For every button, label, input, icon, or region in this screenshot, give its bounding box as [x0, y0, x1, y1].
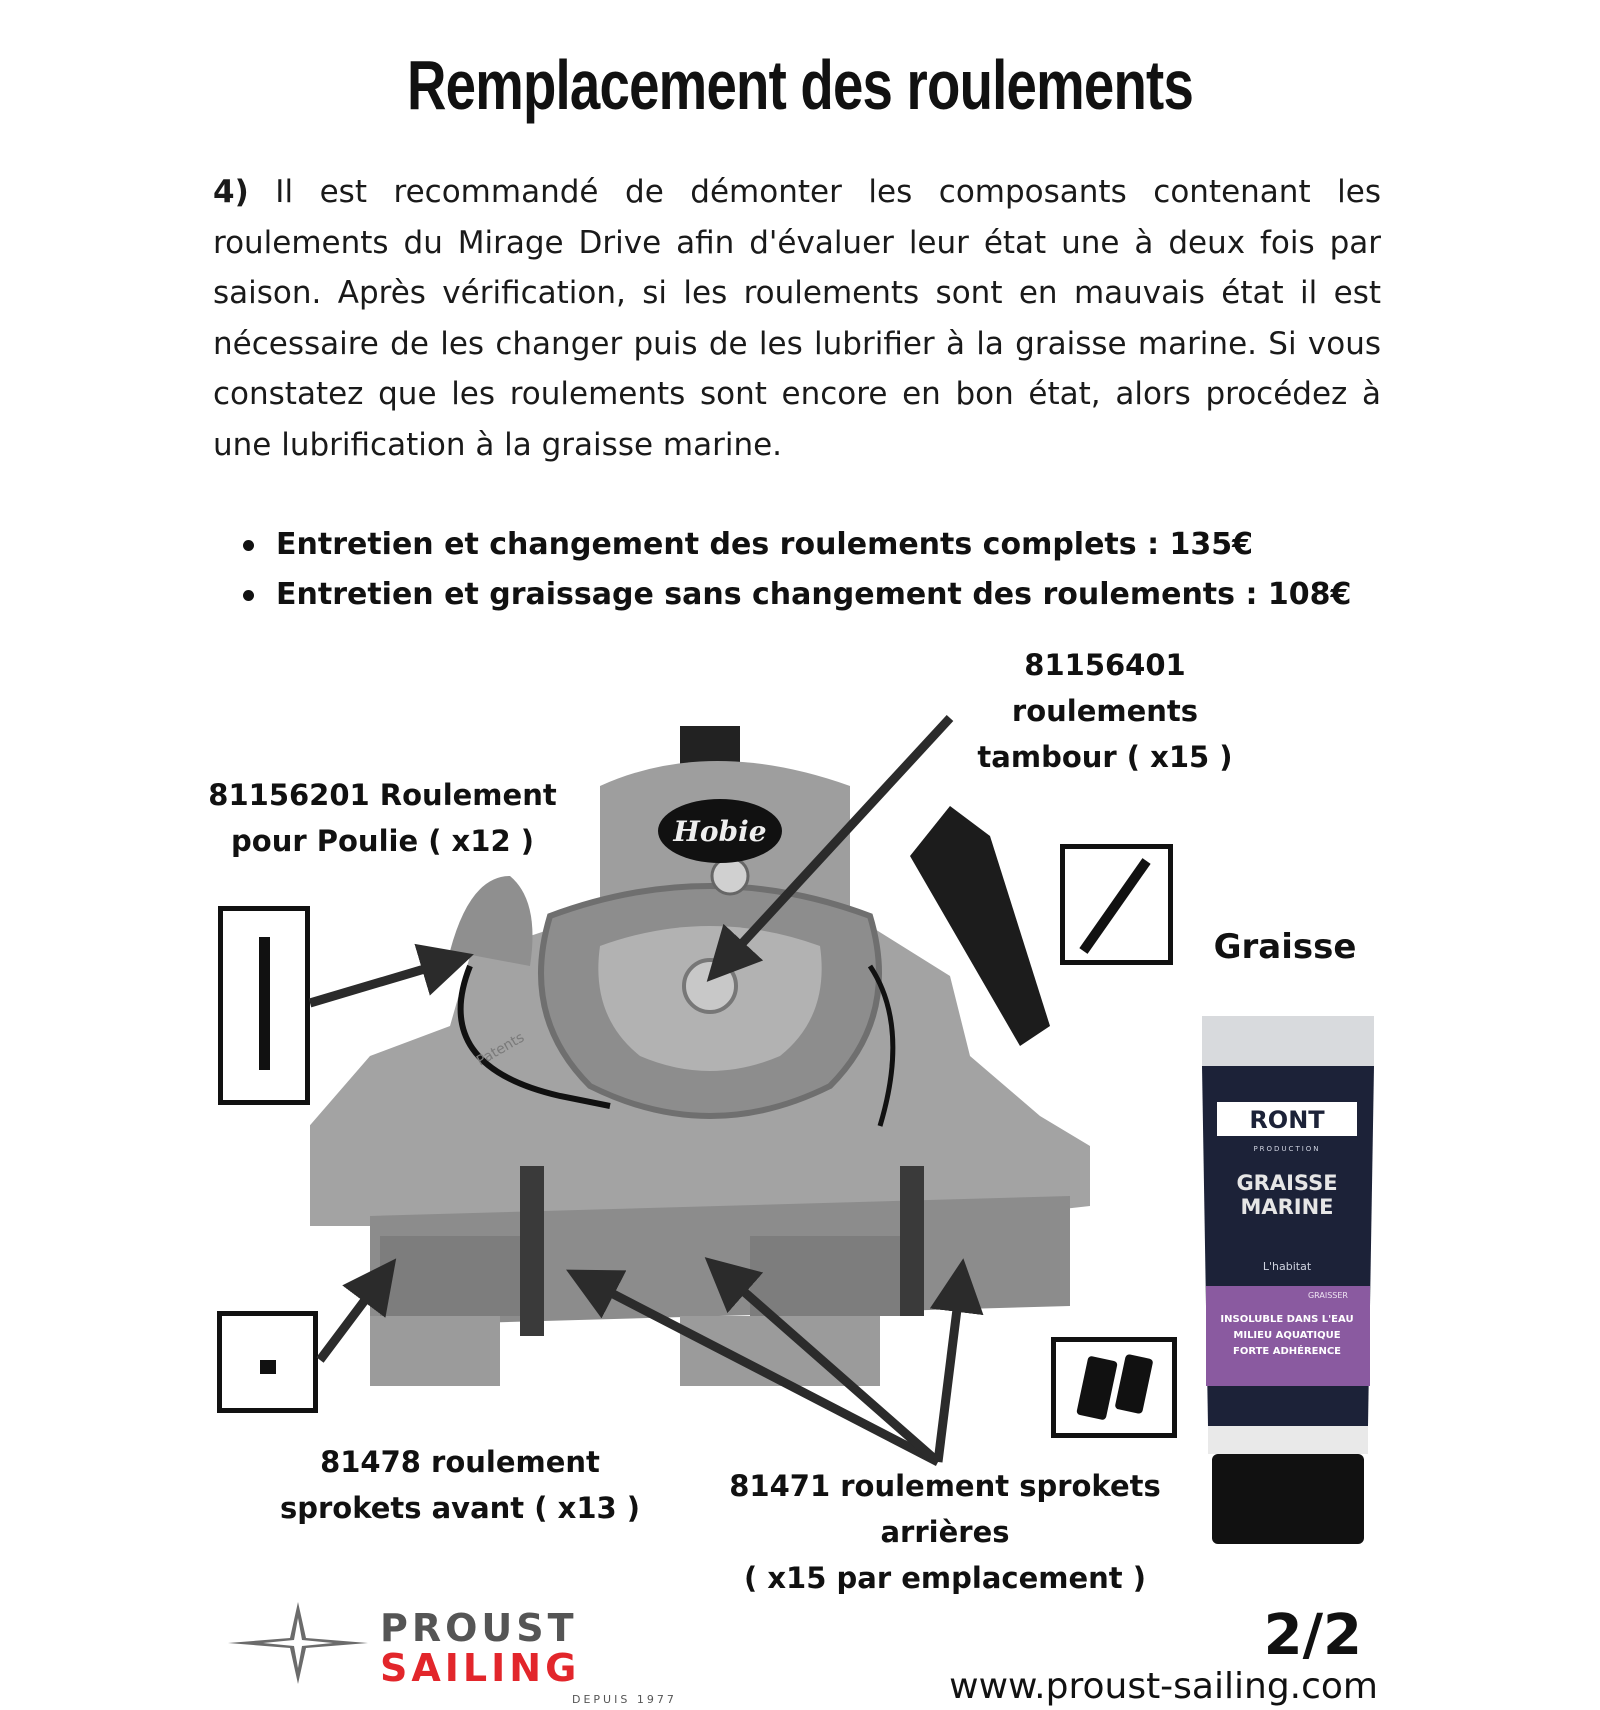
label-poulie: 81156201 Roulement pour Poulie ( x12 ) [208, 778, 557, 858]
label-arrieres: 81471 roulement sprokets arrières ( x15 par emplacement ) [729, 1469, 1161, 1595]
patents-stamp: Patents [474, 1029, 528, 1070]
intro-text: Il est recommandé de démonter les composants contenant les roulements du Mirage Drive afin d'évaluer leur état une à deux fois par saison. Après vérification, si les roulements sont en mauvais état il est nécessaire de les changer puis de les lubrifier à la graisse marine. Si vous constatez que les roulements sont encore en bon état, alors procédez à une lubrification à la graisse marine. [213, 174, 1381, 463]
tube-desc-3: FORTE ADHÉRENCE [1232, 1346, 1342, 1357]
tube-brand-sub: PRODUCTION [1253, 1145, 1321, 1153]
tube-desc-2: MILIEU AQUATIQUE [1233, 1330, 1341, 1341]
tube-type: GRAISSER [1307, 1291, 1348, 1300]
tube-habitat: L'habitat [1262, 1260, 1312, 1273]
step-number: 4) [213, 174, 249, 210]
arrow-arrieres-3 [938, 1285, 960, 1462]
service-item: Entretien et changement des roulements complets : 135€ [240, 520, 1351, 570]
tube-desc-1: INSOLUBLE DANS L'EAU [1220, 1314, 1354, 1325]
page-number: 2/2 [1263, 1603, 1362, 1668]
label-graisse: Graisse [1213, 927, 1357, 967]
tube-brand: RONT [1249, 1106, 1325, 1134]
website-link[interactable]: www.proust-sailing.com [949, 1666, 1378, 1707]
tube-name-1: GRAISSE [1236, 1171, 1338, 1195]
logo-tagline: DEPUIS 1977 [572, 1693, 677, 1706]
arrow-avant [320, 1280, 380, 1360]
label-avant: 81478 roulement sprokets avant ( x13 ) [279, 1445, 641, 1525]
page-title: Remplacement des roulements [406, 46, 1194, 124]
label-tambour: 81156401 roulements tambour ( x15 ) [977, 648, 1233, 774]
arrow-tambour [725, 718, 950, 962]
logo-proust: PROUST [380, 1606, 578, 1650]
hobie-badge-text: Hobie [673, 815, 767, 848]
logo-sailing: SAILING [380, 1646, 581, 1690]
arrow-poulie [310, 962, 448, 1003]
proust-sailing-star-icon [218, 1598, 378, 1688]
service-item: Entretien et graissage sans changement des roulements : 108€ [240, 570, 1351, 620]
grease-tube-image [1198, 1016, 1378, 1546]
tube-name-2: MARINE [1240, 1195, 1334, 1219]
